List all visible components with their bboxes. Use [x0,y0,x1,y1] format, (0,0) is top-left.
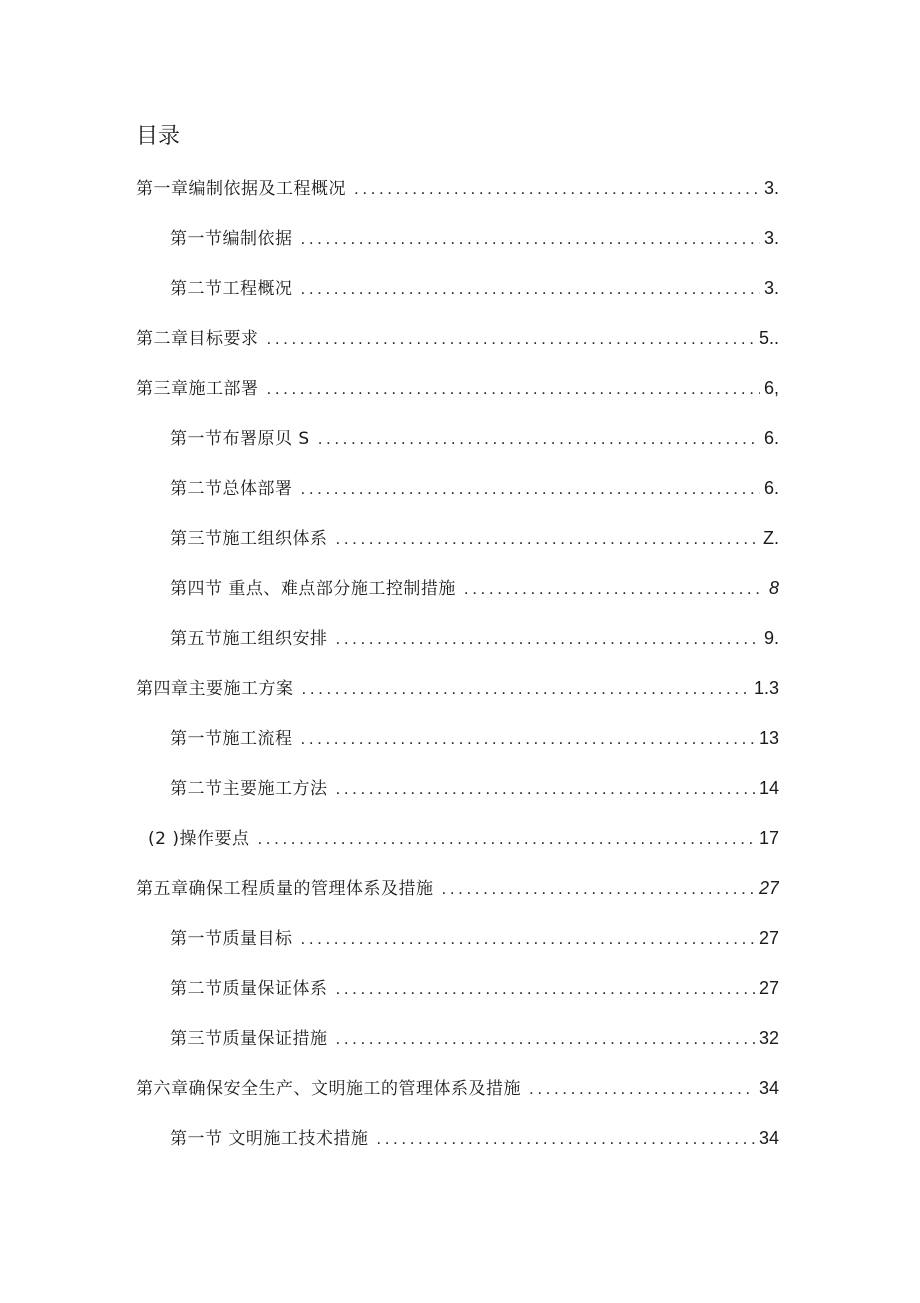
toc-entry-page: 8 [768,578,779,598]
dot-leader [267,326,755,351]
toc-entry-page: 13 [758,728,779,748]
toc-entry[interactable] [170,475,779,501]
toc-entry[interactable] [170,1125,779,1151]
toc-entry-label: 第二节主要施工方法 [170,779,328,799]
toc-entry-page: 6. [763,428,779,448]
toc-entry-label: 第二章目标要求 [136,329,259,349]
toc-entry[interactable] [136,1075,779,1101]
dot-leader [529,1076,755,1101]
toc-entry[interactable] [170,925,779,951]
toc-entry-page: 27 [758,978,779,998]
toc-entry-label: 第六章确保安全生产、文明施工的管理体系及措施 [136,1079,521,1099]
dot-leader [336,776,755,801]
toc-entry[interactable] [170,525,779,551]
toc-entry[interactable] [136,325,779,351]
dot-leader [301,726,755,751]
dot-leader [301,926,755,951]
toc-entry-label: (2 )操作要点 [148,829,250,849]
toc-entry[interactable] [148,825,779,851]
toc-entry-page: 34 [758,1078,779,1098]
toc-entry[interactable] [170,1025,779,1051]
dot-leader [336,976,755,1001]
toc-entry-label: 第一节编制依据 [170,229,293,249]
dot-leader [302,676,750,701]
toc-entry-page: 3. [763,178,779,198]
toc-entry-page: 6, [763,378,779,398]
toc-entry-page: 1.3 [753,678,779,698]
dot-leader [336,1026,755,1051]
toc-entry-label: 第二节质量保证体系 [170,979,328,999]
toc-entry-label: 第三节质量保证措施 [170,1029,328,1049]
dot-leader [267,376,760,401]
toc-entry-label: 第三节施工组织体系 [170,529,328,549]
toc-entry[interactable] [136,375,779,401]
dot-leader [336,526,760,551]
toc-entry[interactable] [170,275,779,301]
toc-entry-page: 27 [758,928,779,948]
toc-entry-label: 第二节总体部署 [170,479,293,499]
dot-leader [354,176,760,201]
toc-entry-label: 第二节工程概况 [170,279,293,299]
toc-entry[interactable] [170,625,779,651]
toc-entry-label: 第一节 文明施工技术措施 [170,1129,369,1149]
dot-leader [301,226,760,251]
dot-leader [257,826,754,851]
toc-entry-label: 第一节施工流程 [170,729,293,749]
dot-leader [301,276,760,301]
dot-leader [442,876,755,901]
toc-entry-page: 3. [763,278,779,298]
toc-entry[interactable] [170,975,779,1001]
toc-entry-page: Z. [763,528,779,548]
toc-entry-label: 第五节施工组织安排 [170,629,328,649]
dot-leader [464,576,765,601]
toc-entry-label: 第四章主要施工方案 [136,679,294,699]
toc-entry-page: 17 [758,828,779,848]
toc-entry[interactable] [136,875,779,901]
toc-entry[interactable] [170,775,779,801]
dot-leader [301,476,760,501]
toc-entry-page: 3. [763,228,779,248]
toc-entry[interactable] [170,725,779,751]
toc-entry-page: 9. [763,628,779,648]
toc-entry[interactable] [170,225,779,251]
toc-title: 目录 [136,124,181,149]
toc-entry-label: 第三章施工部署 [136,379,259,399]
toc-entry-label: 第一章编制依据及工程概况 [136,179,346,199]
toc-entry[interactable] [136,175,779,201]
toc-entry[interactable] [136,675,779,701]
toc-entry-page: 32 [758,1028,779,1048]
toc-entry-label: 第一节布署原贝 S [170,429,310,449]
toc-entry-page: 6. [763,478,779,498]
dot-leader [336,626,760,651]
dot-leader [376,1126,755,1151]
toc-entry-label: 第四节 重点、难点部分施工控制措施 [170,579,456,599]
dot-leader [318,426,760,451]
toc-entry-page: 34 [758,1128,779,1148]
toc-entry-page: 14 [758,778,779,798]
toc-entry[interactable] [170,575,779,601]
toc-entry-page: 5.. [758,328,779,348]
toc-entry-label: 第一节质量目标 [170,929,293,949]
toc-entry-page: 27 [758,878,779,898]
toc-entry-label: 第五章确保工程质量的管理体系及措施 [136,879,434,899]
toc-entry[interactable] [170,425,779,451]
